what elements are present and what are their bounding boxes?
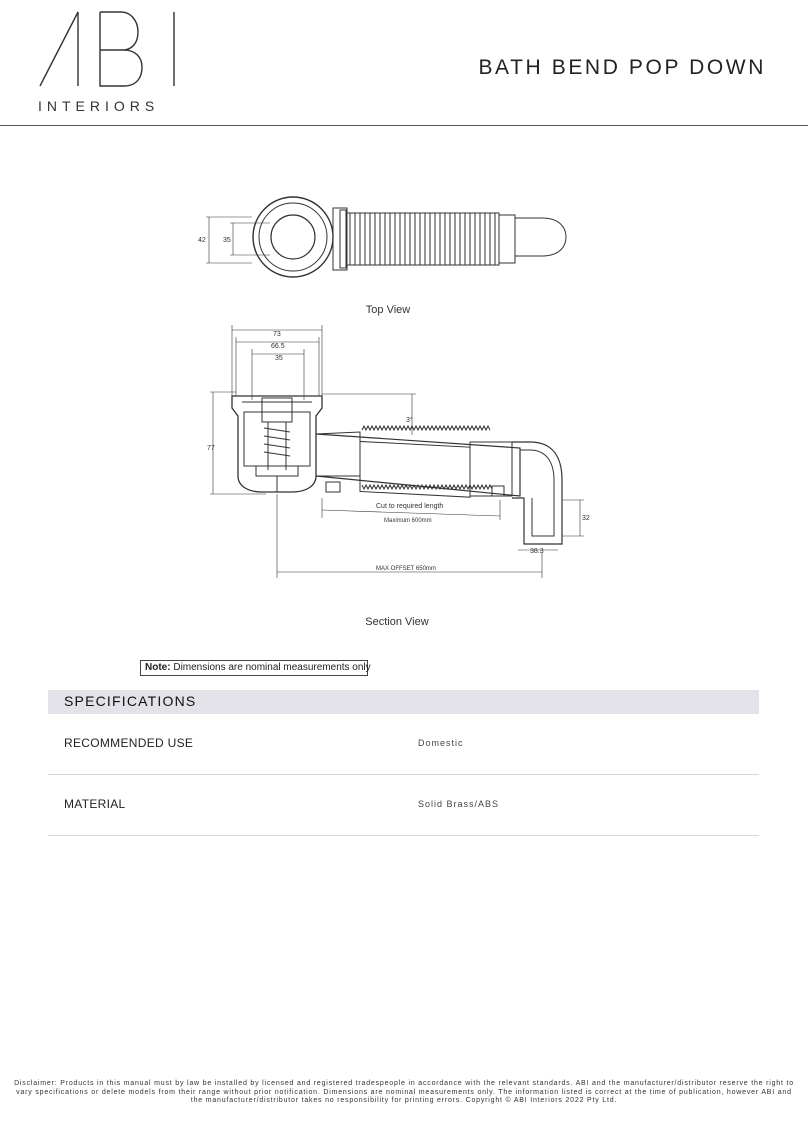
dim-section-32: 32 xyxy=(582,515,590,522)
dim-section-77: 77 xyxy=(207,445,215,452)
dim-top-outer: 42 xyxy=(198,237,206,244)
dim-cut-label: Cut to required length xyxy=(376,503,444,510)
logo-subtext: INTERIORS xyxy=(38,98,160,114)
note-label: Note: xyxy=(145,662,171,673)
dim-section-66-5: 66.5 xyxy=(271,343,285,350)
technical-drawing xyxy=(180,180,600,600)
logo-text: ABI xyxy=(38,10,40,11)
spec-label-material: MATERIAL xyxy=(64,797,126,811)
dim-section-drop: 3° xyxy=(406,417,413,424)
spec-value-material: Solid Brass/ABS xyxy=(418,799,500,809)
dimensions-note xyxy=(140,660,371,676)
dim-section-38-3: 38.3 xyxy=(530,548,544,555)
dim-max-offset: MAX OFFSET 650mm xyxy=(376,566,436,572)
abi-logo-mark xyxy=(38,10,180,92)
dim-section-73: 73 xyxy=(273,331,281,338)
dim-top-inner: 35 xyxy=(223,237,231,244)
spec-label-recommended-use: RECOMMENDED USE xyxy=(64,736,194,750)
spec-row xyxy=(48,775,759,836)
dim-max-label: Maximum 600mm xyxy=(384,518,432,524)
note-text: Dimensions are nominal measurements only xyxy=(173,662,371,673)
spec-value-recommended-use: Domestic xyxy=(418,738,464,748)
page-title: BATH BEND POP DOWN xyxy=(478,56,766,79)
specifications-header xyxy=(48,690,759,714)
section-view-caption: Section View xyxy=(365,616,429,628)
spec-row xyxy=(48,714,759,775)
top-view-caption: Top View xyxy=(365,304,411,316)
disclaimer-text: Disclaimer: Products in this manual must by law be installed by licensed and registered tradespeople in accordance with the relevant standards. ABI and the manufacturer/distributor reserve the right to vary specifications or delete models from their range without prior notification. Dimensions are nominal measurements only. The information listed is correct at the time of publication, however ABI and the manufacturer/distributor takes no responsibility for printing errors. Copyright © ABI Interiors 2022 Pty Ltd. xyxy=(14,1080,794,1104)
header-divider xyxy=(0,125,808,126)
dim-section-35: 35 xyxy=(275,355,283,362)
brand-logo xyxy=(38,10,180,116)
specifications-heading: SPECIFICATIONS xyxy=(64,693,197,709)
